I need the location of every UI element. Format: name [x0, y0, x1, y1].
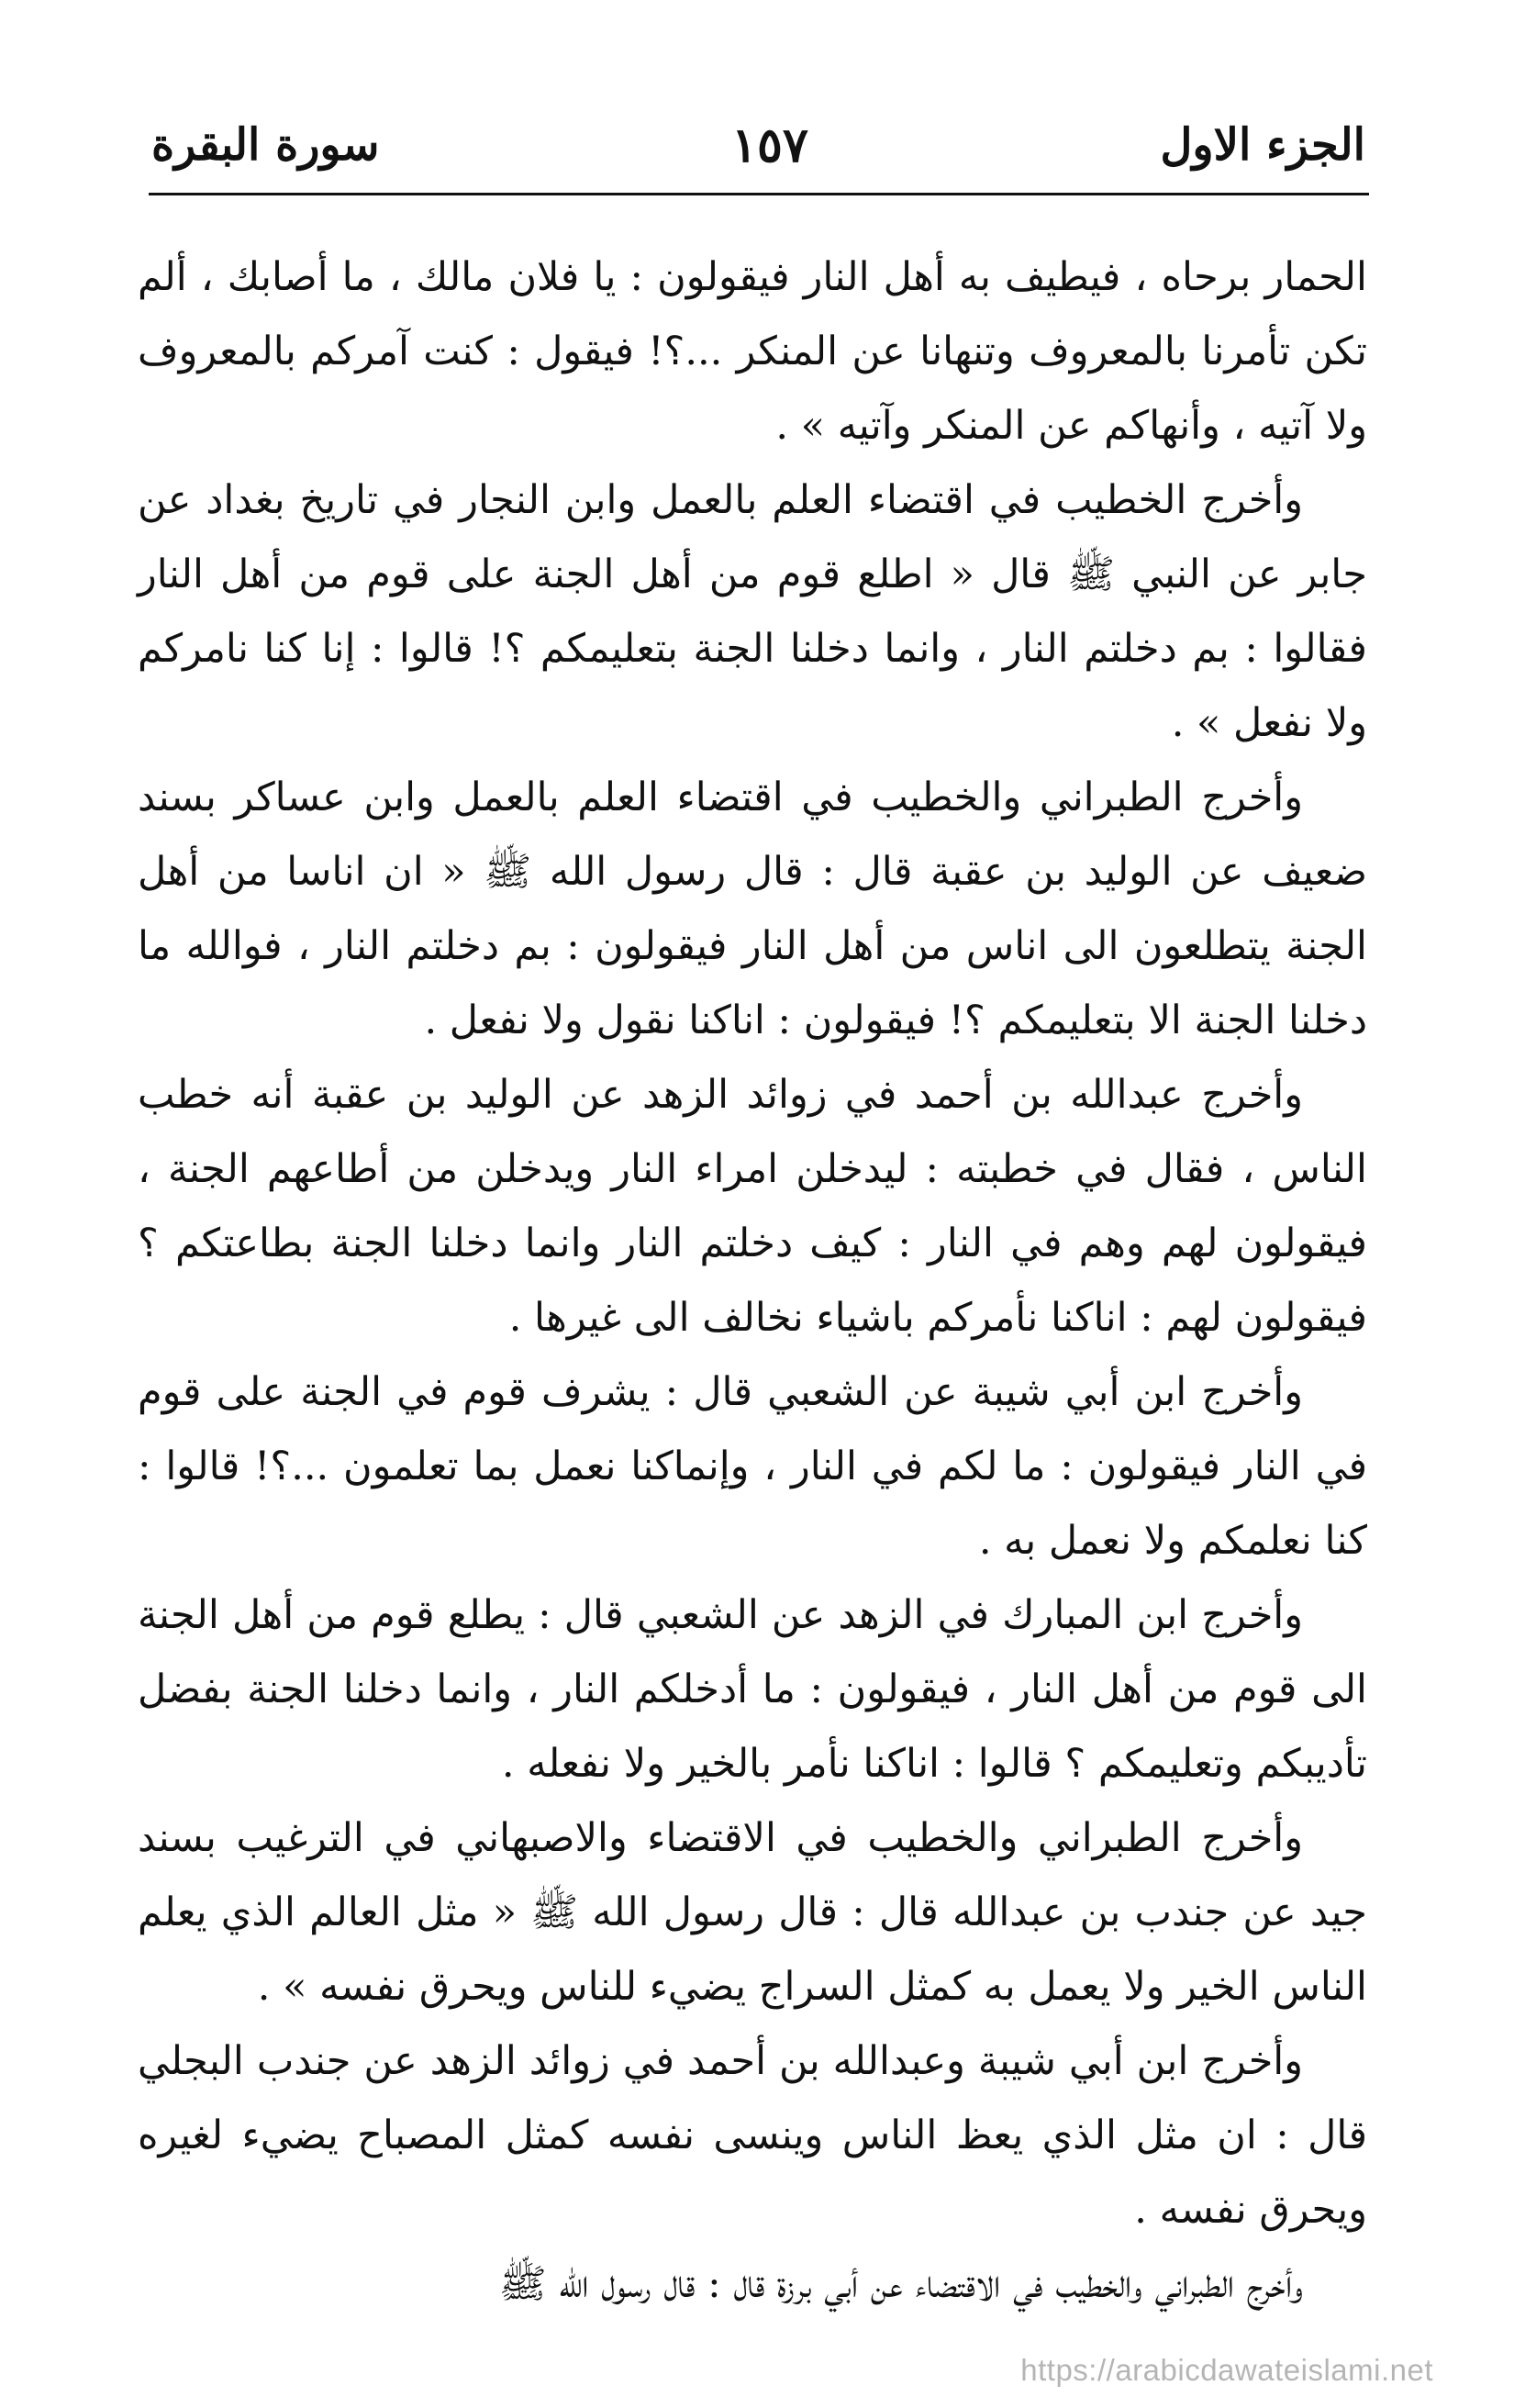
paragraph: وأخرج عبدالله بن أحمد في زوائد الزهد عن الوليد بن عقبة أنه خطب الناس ، فقال في خطبته : ليدخلن امراء النار ويدخلن من أطاعهم الجنة ، فيقولون لهم وهم في النار : كيف دخلتم النار وانما دخلنا الجنة بطاعتكم ؟ فيقولون لهم : اناكنا نأمركم باشياء نخالف الى غيرها .	[138, 1072, 1367, 1341]
paragraph-continuation: الحمار برحاه ، فيطيف به أهل النار فيقولون : يا فلان مالك ، ما أصابك ، ألم تكن تأمرنا بالمعروف وتنهانا عن المنكر ...؟! فيقول : كنت آمركم بالمعروف ولا آتيه ، وأنهاكم عن المنكر وآتيه » .	[138, 254, 1367, 449]
part-title: الجزء الاول	[1160, 119, 1365, 171]
paragraph: وأخرج الطبراني والخطيب في الاقتضاء والاصبهاني في الترغيب بسند جيد عن جندب بن عبدالله قال : قال رسول الله ﷺ « مثل العالم الذي يعلم الناس الخير ولا يعمل به كمثل السراج يضيء للناس ويحرق نفسه » .	[138, 1815, 1367, 2010]
body-text	[138, 240, 1367, 2322]
paragraph: وأخرج ابن أبي شيبة وعبدالله بن أحمد في زوائد الزهد عن جندب البجلي قال : ان مثل الذي يعظ الناس وينسى نفسه كمثل المصباح يضيء لغيره ويحرق نفسه .	[138, 2038, 1367, 2233]
surah-title: سورة البقرة	[151, 119, 380, 171]
paragraph: وأخرج الخطيب في اقتضاء العلم بالعمل وابن النجار في تاريخ بغداد عن جابر عن النبي ﷺ قال « اطلع قوم من أهل الجنة على قوم من أهل النار فقالوا : بم دخلتم النار ، وانما دخلنا الجنة بتعليمكم ؟! قالوا : إنا كنا نامركم ولا نفعل » .	[138, 477, 1367, 746]
page-header	[151, 108, 1365, 182]
paragraph: وأخرج ابن أبي شيبة عن الشعبي قال : يشرف قوم في الجنة على قوم في النار فيقولون : ما لكم في النار ، وإنماكنا نعمل بما تعلمون ...؟! قالوا : كنا نعلمكم ولا نعمل به .	[138, 1369, 1367, 1564]
site-watermark: https://arabicdawateislami.net	[1020, 2353, 1433, 2387]
paragraph: وأخرج الطبراني والخطيب في الاقتضاء عن أبي برزة قال : قال رسول الله ﷺ	[498, 2261, 1303, 2307]
paragraph: وأخرج الطبراني والخطيب في اقتضاء العلم بالعمل وابن عساكر بسند ضعيف عن الوليد بن عقبة قال : قال رسول الله ﷺ « ان اناسا من أهل الجنة يتطلعون الى اناس من أهل النار فيقولون : بم دخلتم النار ، فوالله ما دخلنا الجنة الا بتعليمكم ؟! فيقولون : اناكنا نقول ولا نفعل .	[138, 775, 1367, 1043]
header-divider	[149, 193, 1369, 195]
page-number: ١٥٧	[731, 117, 808, 173]
paragraph: وأخرج ابن المبارك في الزهد عن الشعبي قال : يطلع قوم من أهل الجنة الى قوم من أهل النار ، فيقولون : ما أدخلكم النار ، وانما دخلنا الجنة بفضل تأديبكم وتعليمكم ؟ قالوا : اناكنا نأمر بالخير ولا نفعله .	[138, 1592, 1367, 1787]
